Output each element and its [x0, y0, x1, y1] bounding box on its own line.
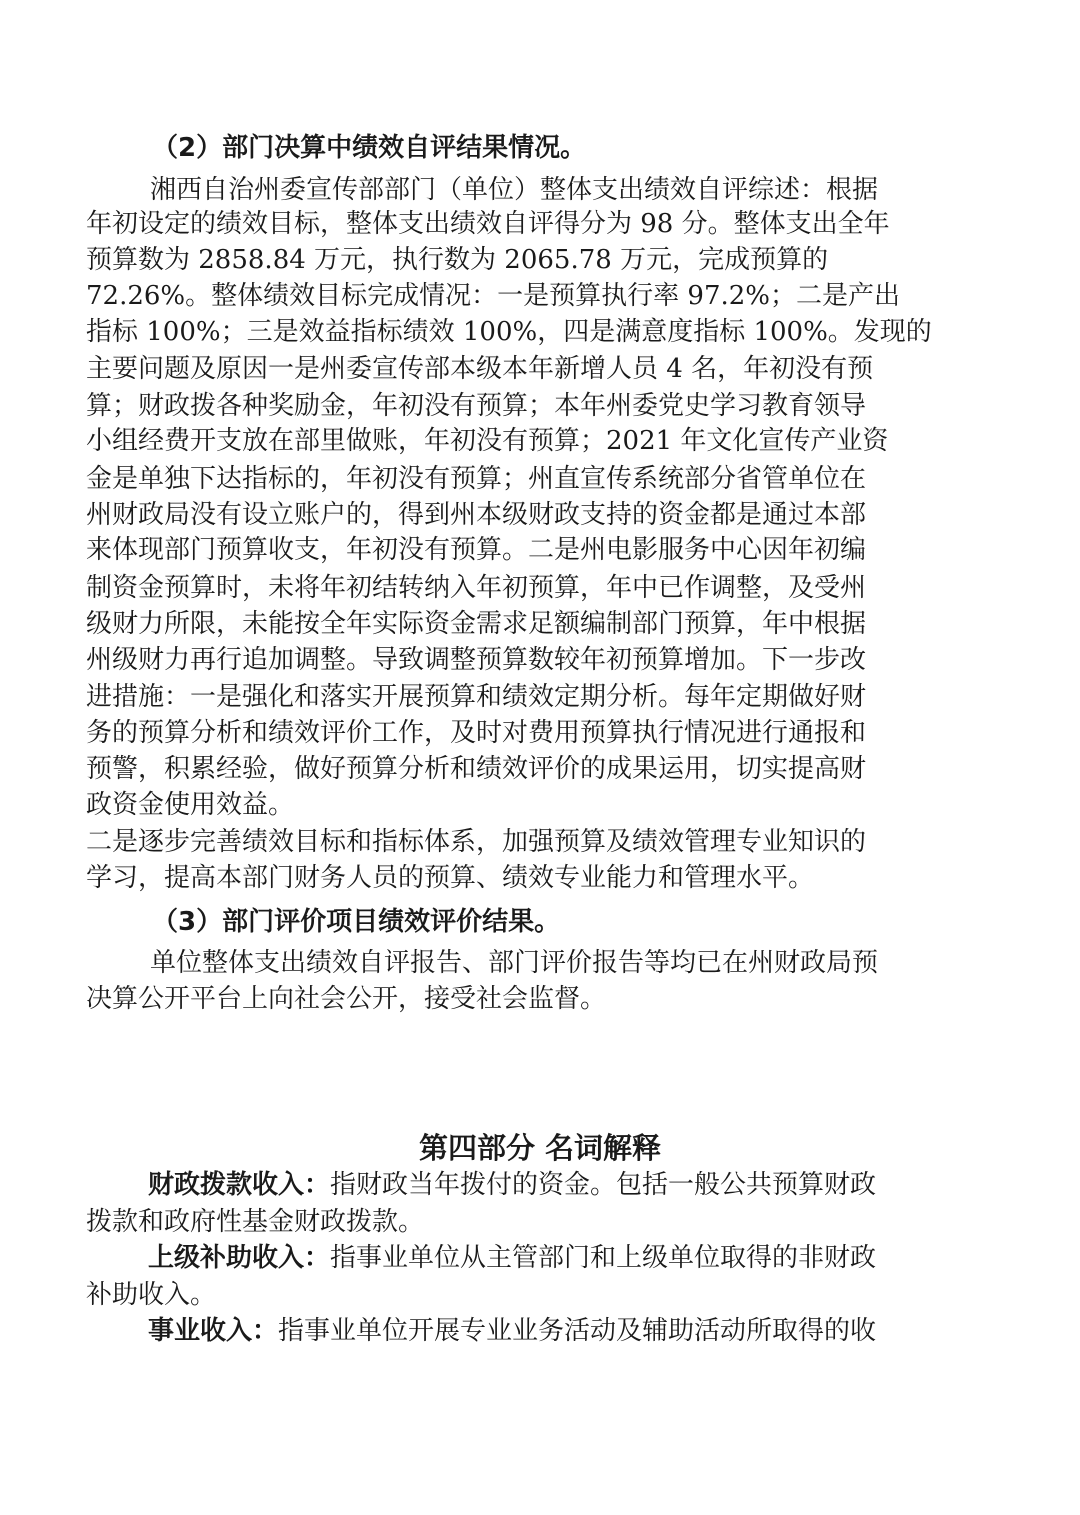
- paragraph-line: 单位整体支出绩效自评报告、部门评价报告等均已在州财政局预: [150, 948, 879, 978]
- paragraph-line: 金是单独下达指标的，年初没有预算；州直宣传系统部分省管单位在: [86, 464, 867, 494]
- paragraph-line: 级财力所限，未能按全年实际资金需求足额编制部门预算，年中根据: [86, 609, 867, 639]
- paragraph-line: 指标 100%；三是效益指标绩效 100%，四是满意度指标 100%。发现的: [86, 317, 932, 347]
- glossary-entry: [148, 1314, 876, 1348]
- subheading-2: （2）部门决算中绩效自评结果情况。: [152, 133, 587, 163]
- paragraph-line: 小组经费开支放在部里做账，年初没有预算；2021 年文化宣传产业资: [86, 426, 889, 456]
- paragraph-line: 决算公开平台上向社会公开，接受社会监督。: [86, 984, 607, 1014]
- glossary-term: 财政拨款收入：: [148, 1170, 331, 1200]
- glossary-term: 上级补助收入：: [148, 1243, 331, 1273]
- paragraph-line: 算；财政拨各种奖励金，年初没有预算；本年州委党史学习教育领导: [86, 391, 867, 421]
- glossary-definition: 指事业单位开展专业业务活动及辅助活动所取得的收: [278, 1316, 877, 1346]
- glossary-entry: [148, 1241, 876, 1275]
- glossary-definition: 指财政当年拨付的资金。包括一般公共预算财政: [330, 1170, 877, 1200]
- paragraph-line: 预警，积累经验，做好预算分析和绩效评价的成果运用，切实提高财: [86, 754, 867, 784]
- paragraph-line: 州财政局没有设立账户的，得到州本级财政支持的资金都是通过本部: [86, 500, 867, 530]
- glossary-definition-cont: 补助收入。: [86, 1280, 217, 1310]
- paragraph-line: 务的预算分析和绩效评价工作，及时对费用预算执行情况进行通报和: [86, 718, 867, 748]
- paragraph-line: 预算数为 2858.84 万元，执行数为 2065.78 万元，完成预算的: [86, 245, 829, 275]
- paragraph-line: 主要问题及原因一是州委宣传部本级本年新增人员 4 名，年初没有预: [86, 354, 874, 384]
- glossary-definition: 指事业单位从主管部门和上级单位取得的非财政: [330, 1243, 877, 1273]
- glossary-definition-cont: 拨款和政府性基金财政拨款。: [86, 1207, 425, 1237]
- paragraph-line: 年初设定的绩效目标，整体支出绩效自评得分为 98 分。整体支出全年: [86, 209, 890, 239]
- paragraph-line: 政资金使用效益。: [86, 790, 295, 820]
- paragraph-line: 进措施：一是强化和落实开展预算和绩效定期分析。每年定期做好财: [86, 682, 867, 712]
- section-title: 第四部分 名词解释: [418, 1131, 662, 1165]
- glossary-entry: [148, 1168, 876, 1202]
- paragraph-line: 来体现部门预算收支，年初没有预算。二是州电影服务中心因年初编: [86, 535, 867, 565]
- paragraph-line: 湘西自治州委宣传部部门（单位）整体支出绩效自评综述：根据: [150, 175, 879, 205]
- paragraph-line: 学习，提高本部门财务人员的预算、绩效专业能力和管理水平。: [86, 863, 815, 893]
- paragraph-line: 72.26%。整体绩效目标完成情况：一是预算执行率 97.2%；二是产出: [86, 281, 900, 311]
- paragraph-line: 二是逐步完善绩效目标和指标体系，加强预算及绩效管理专业知识的: [86, 827, 867, 857]
- glossary-term: 事业收入：: [148, 1316, 279, 1346]
- paragraph-line: 州级财力再行追加调整。导致调整预算数较年初预算增加。下一步改: [86, 645, 867, 675]
- subheading-3: （3）部门评价项目绩效评价结果。: [152, 907, 561, 937]
- paragraph-line: 制资金预算时，未将年初结转纳入年初预算，年中已作调整，及受州: [86, 573, 867, 603]
